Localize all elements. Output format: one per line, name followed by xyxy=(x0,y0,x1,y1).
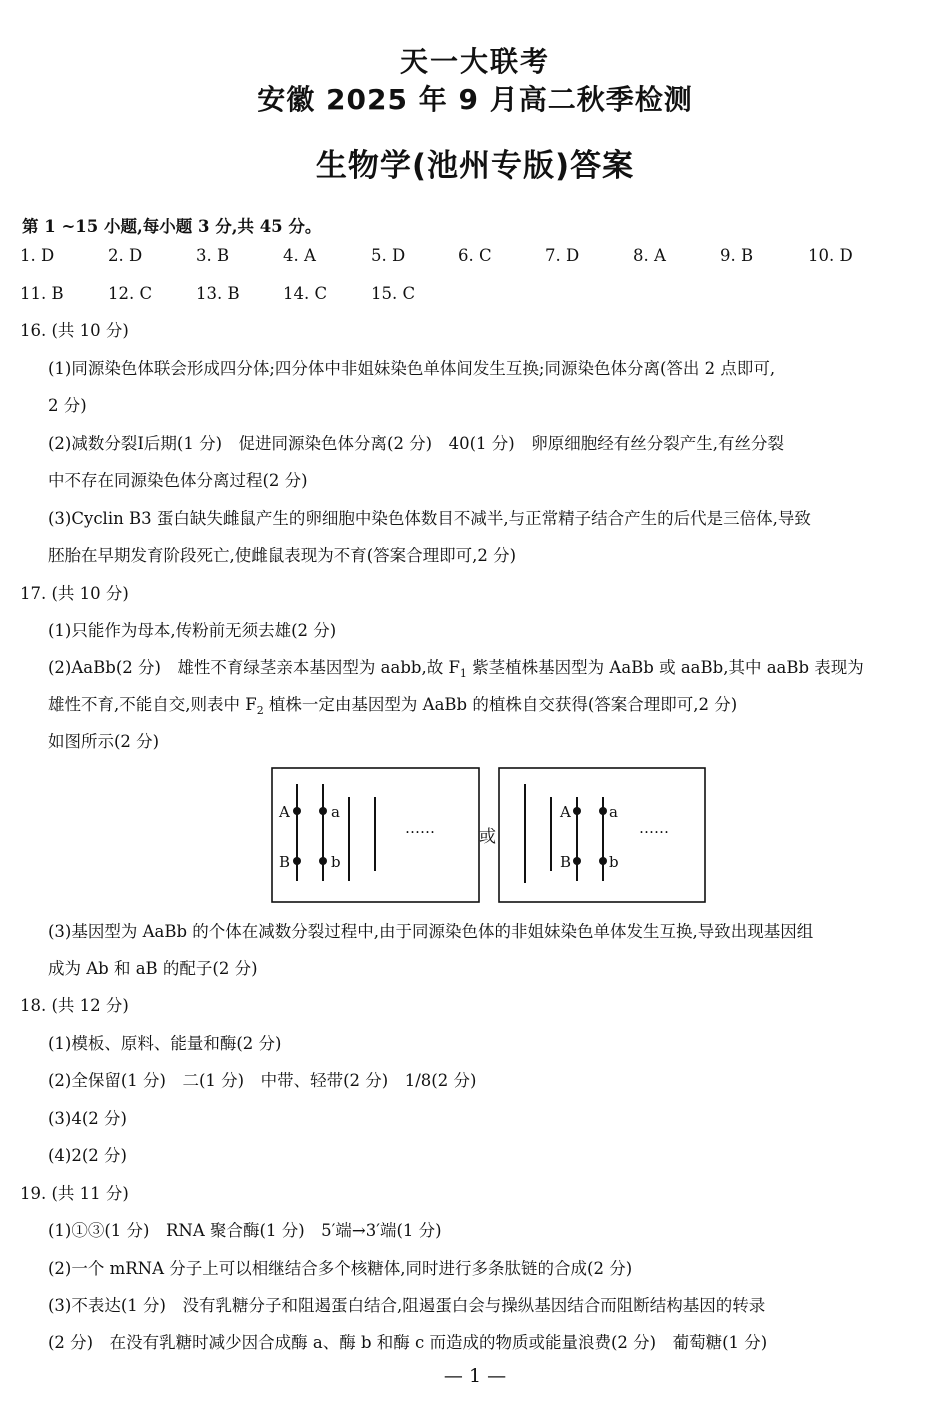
choice-answer: 12. C xyxy=(108,284,153,303)
gene-label: A xyxy=(279,803,290,821)
q16-part3-cont: 胚胎在早期发育阶段死亡,使雌鼠表现为不育(答案合理即可,2 分) xyxy=(48,546,517,565)
gene-locus-dot xyxy=(573,807,581,815)
choice-answer: 15. C xyxy=(371,284,416,303)
choice-answer: 9. B xyxy=(720,246,754,265)
q16-part1-cont: 2 分) xyxy=(48,396,87,415)
ellipsis: …… xyxy=(405,819,435,837)
choice-answer: 3. B xyxy=(196,246,230,265)
gene-locus-dot xyxy=(293,857,301,865)
q18-part2: (2)全保留(1 分) 二(1 分) 中带、轻带(2 分) 1/8(2 分) xyxy=(48,1071,477,1090)
q18-part1: (1)模板、原料、能量和酶(2 分) xyxy=(48,1034,282,1053)
q17-part2-figure-caption: 如图所示(2 分) xyxy=(48,732,160,751)
q18-part3: (3)4(2 分) xyxy=(48,1109,127,1128)
q17-part3-cont: 成为 Ab 和 aB 的配子(2 分) xyxy=(48,959,258,978)
choice-answer: 14. C xyxy=(283,284,328,303)
gene-locus-dot xyxy=(573,857,581,865)
q16-part2: (2)减数分裂Ⅰ后期(1 分) 促进同源染色体分离(2 分) 40(1 分) 卵原细胞经有丝分裂产生,有丝分裂 xyxy=(48,434,784,453)
gene-label: a xyxy=(331,803,340,821)
gene-label: b xyxy=(331,853,341,871)
choice-answer: 4. A xyxy=(283,246,316,265)
choice-answer: 5. D xyxy=(371,246,406,265)
choice-answer: 11. B xyxy=(20,284,64,303)
q17-part1: (1)只能作为母本,传粉前无须去雄(2 分) xyxy=(48,621,337,640)
choice-answer: 7. D xyxy=(545,246,580,265)
exam-org-title: 天一大联考 xyxy=(399,45,550,78)
or-label: 或 xyxy=(479,827,496,847)
q19-part2: (2)一个 mRNA 分子上可以相继结合多个核糖体,同时进行多条肽链的合成(2 分) xyxy=(48,1259,633,1278)
q16-part3: (3)Cyclin B3 蛋白缺失雌鼠产生的卵细胞中染色体数目不减半,与正常精子结合产生的后代是三倍体,导致 xyxy=(48,509,811,528)
choice-answer: 6. C xyxy=(458,246,492,265)
gene-locus-dot xyxy=(599,807,607,815)
q19-heading: 19. (共 11 分) xyxy=(20,1184,129,1203)
gene-locus-dot xyxy=(293,807,301,815)
gene-label: B xyxy=(560,853,572,871)
choice-answer: 8. A xyxy=(633,246,666,265)
q16-heading: 16. (共 10 分) xyxy=(20,321,129,340)
gene-label: A xyxy=(560,803,571,821)
section1-instruction: 第 1 ~15 小题,每小题 3 分,共 45 分。 xyxy=(22,217,322,236)
subject-answer-title: 生物学(池州专版)答案 xyxy=(315,148,635,184)
q18-part4: (4)2(2 分) xyxy=(48,1146,127,1165)
chromosome-gene-diagram xyxy=(271,767,711,907)
q16-part1: (1)同源染色体联会形成四分体;四分体中非姐妹染色单体间发生互换;同源染色体分离(答出 2 点即可, xyxy=(48,359,776,378)
page-number: — 1 — xyxy=(443,1365,507,1387)
q17-part2: (2)AaBb(2 分) 雄性不育绿茎亲本基因型为 aabb,故 $F_1$ 紫茎植株基因型为 AaBb 或 aaBb,其中 aaBb 表现为 xyxy=(48,658,864,680)
gene-locus-dot xyxy=(319,857,327,865)
q16-part2-cont: 中不存在同源染色体分离过程(2 分) xyxy=(48,471,308,490)
choice-answer: 10. D xyxy=(808,246,853,265)
q18-heading: 18. (共 12 分) xyxy=(20,996,129,1015)
choice-answer: 13. B xyxy=(196,284,240,303)
gene-label: a xyxy=(609,803,618,821)
q17-part2-cont: 雄性不育,不能自交,则表中 $F_2$ 植株一定由基因型为 AaBb 的植株自交获得(答案合理即可,2 分) xyxy=(48,695,738,717)
q19-part3: (3)不表达(1 分) 没有乳糖分子和阻遏蛋白结合,阻遏蛋白会与操纵基因结合而阻断结构基因的转录 xyxy=(48,1296,766,1315)
choice-answer: 2. D xyxy=(108,246,143,265)
gene-label: b xyxy=(609,853,619,871)
ellipsis: …… xyxy=(639,819,669,837)
gene-locus-dot xyxy=(319,807,327,815)
q19-part1: (1)①③(1 分) RNA 聚合酶(1 分) 5′端→3′端(1 分) xyxy=(48,1221,442,1240)
gene-label: B xyxy=(279,853,291,871)
exam-name-title: 安徽 2025 年 9 月高二秋季检测 xyxy=(257,83,693,116)
q17-heading: 17. (共 10 分) xyxy=(20,584,129,603)
choice-answer: 1. D xyxy=(20,246,55,265)
q17-part3: (3)基因型为 AaBb 的个体在减数分裂过程中,由于同源染色体的非姐妹染色单体发生互换,导致出现基因组 xyxy=(48,922,814,941)
q19-part3-cont: (2 分) 在没有乳糖时减少因合成酶 a、酶 b 和酶 c 而造成的物质或能量浪费(2 分) 葡萄糖(1 分) xyxy=(48,1333,768,1352)
gene-locus-dot xyxy=(599,857,607,865)
